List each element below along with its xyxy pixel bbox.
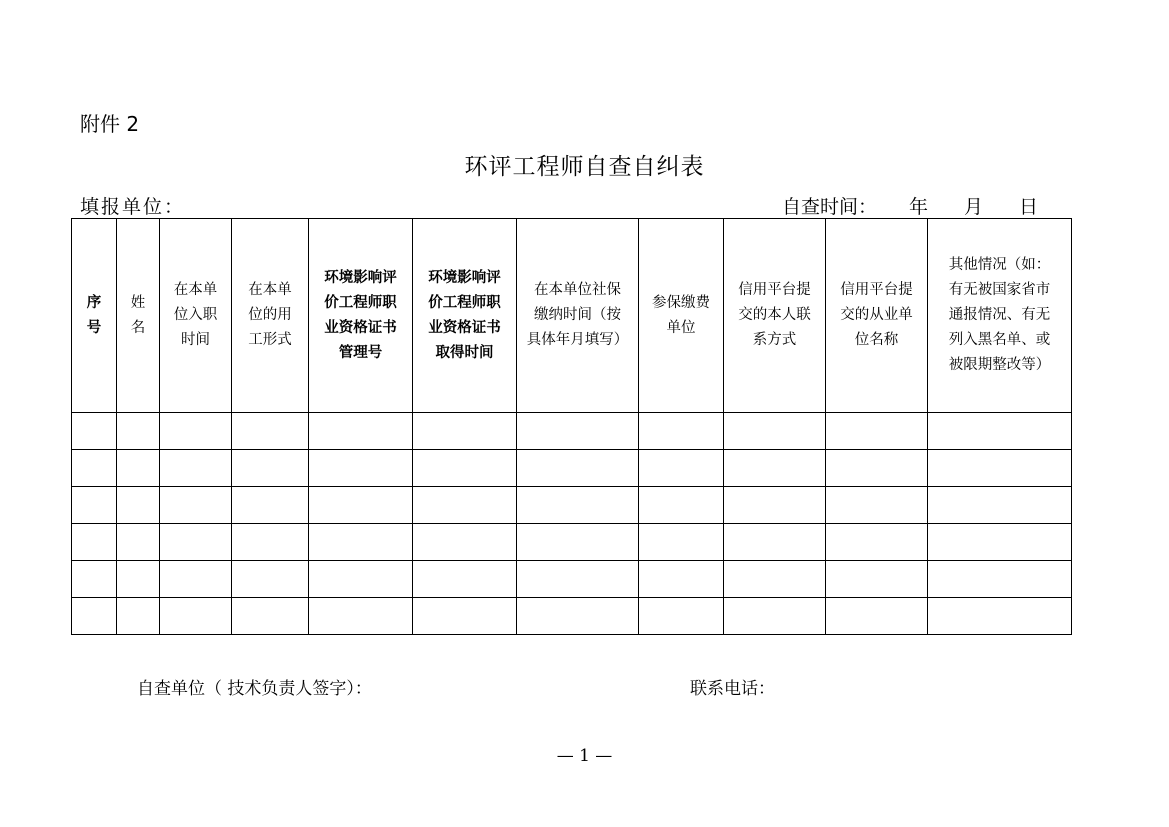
phone-label: 联系电话： bbox=[690, 679, 775, 699]
table-cell[interactable] bbox=[724, 413, 826, 450]
table-cell[interactable] bbox=[160, 487, 232, 524]
fill-unit-label: 填报单位： bbox=[80, 196, 186, 218]
table-cell[interactable] bbox=[72, 598, 117, 635]
table-cell[interactable] bbox=[117, 450, 160, 487]
table-cell[interactable] bbox=[160, 413, 232, 450]
table-cell[interactable] bbox=[724, 450, 826, 487]
table-cell[interactable] bbox=[826, 598, 928, 635]
table-header-row bbox=[72, 219, 1072, 413]
header-cell: 姓 名 bbox=[117, 219, 160, 413]
table-cell[interactable] bbox=[413, 413, 517, 450]
table-cell[interactable] bbox=[309, 487, 413, 524]
table-cell[interactable] bbox=[232, 487, 309, 524]
table-cell[interactable] bbox=[309, 598, 413, 635]
table-body bbox=[72, 413, 1072, 635]
table-cell[interactable] bbox=[639, 598, 724, 635]
header-cell: 其他情况（如： 有无被国家省市 通报情况、有无 列入黑名单、或 被限期整改等） bbox=[928, 219, 1072, 413]
table-cell[interactable] bbox=[928, 524, 1072, 561]
table-cell[interactable] bbox=[826, 524, 928, 561]
header-cell: 序 号 bbox=[72, 219, 117, 413]
table-cell[interactable] bbox=[517, 524, 639, 561]
table-row bbox=[72, 598, 1072, 635]
table-cell[interactable] bbox=[72, 487, 117, 524]
table-cell[interactable] bbox=[826, 450, 928, 487]
table-cell[interactable] bbox=[639, 413, 724, 450]
table-cell[interactable] bbox=[232, 450, 309, 487]
table-cell[interactable] bbox=[826, 561, 928, 598]
document-title: 环评工程师自查自纠表 bbox=[464, 154, 705, 180]
header-cell: 环境影响评 价工程师职 业资格证书 管理号 bbox=[309, 219, 413, 413]
date-day: 日 bbox=[1019, 196, 1039, 218]
table-cell[interactable] bbox=[639, 487, 724, 524]
table-row bbox=[72, 450, 1072, 487]
table-cell[interactable] bbox=[413, 524, 517, 561]
table-cell[interactable] bbox=[72, 561, 117, 598]
attachment-label: 附件 2 bbox=[80, 112, 140, 136]
table-cell[interactable] bbox=[724, 561, 826, 598]
table-cell[interactable] bbox=[232, 561, 309, 598]
table-row bbox=[72, 487, 1072, 524]
header-cell: 信用平台提 交的本人联 系方式 bbox=[724, 219, 826, 413]
table-cell[interactable] bbox=[309, 561, 413, 598]
table-cell[interactable] bbox=[309, 450, 413, 487]
header-cell: 在本单 位的用 工形式 bbox=[232, 219, 309, 413]
table-cell[interactable] bbox=[232, 598, 309, 635]
table-cell[interactable] bbox=[724, 487, 826, 524]
table-cell[interactable] bbox=[160, 450, 232, 487]
table-cell[interactable] bbox=[517, 413, 639, 450]
table-cell[interactable] bbox=[160, 561, 232, 598]
check-date-text: 自查时间： bbox=[782, 196, 878, 218]
table-cell[interactable] bbox=[413, 450, 517, 487]
table-cell[interactable] bbox=[724, 598, 826, 635]
table-cell[interactable] bbox=[517, 561, 639, 598]
table-cell[interactable] bbox=[160, 524, 232, 561]
table-cell[interactable] bbox=[724, 524, 826, 561]
table-cell[interactable] bbox=[639, 450, 724, 487]
table-cell[interactable] bbox=[413, 598, 517, 635]
date-month: 月 bbox=[964, 196, 984, 218]
table-cell[interactable] bbox=[928, 561, 1072, 598]
table-cell[interactable] bbox=[928, 487, 1072, 524]
table-cell[interactable] bbox=[928, 450, 1072, 487]
check-date-label bbox=[782, 192, 1038, 219]
header-cell: 信用平台提 交的从业单 位名称 bbox=[826, 219, 928, 413]
table-cell[interactable] bbox=[309, 524, 413, 561]
table-cell[interactable] bbox=[928, 598, 1072, 635]
table-cell[interactable] bbox=[232, 524, 309, 561]
header-cell: 环境影响评 价工程师职 业资格证书 取得时间 bbox=[413, 219, 517, 413]
table-cell[interactable] bbox=[117, 524, 160, 561]
table-cell[interactable] bbox=[117, 487, 160, 524]
table-cell[interactable] bbox=[309, 413, 413, 450]
table-cell[interactable] bbox=[517, 487, 639, 524]
table-cell[interactable] bbox=[413, 487, 517, 524]
table-cell[interactable] bbox=[72, 450, 117, 487]
table-cell[interactable] bbox=[928, 413, 1072, 450]
header-cell: 在本单 位入职 时间 bbox=[160, 219, 232, 413]
table-cell[interactable] bbox=[639, 524, 724, 561]
table-cell[interactable] bbox=[413, 561, 517, 598]
table-row bbox=[72, 413, 1072, 450]
table-cell[interactable] bbox=[517, 598, 639, 635]
table-cell[interactable] bbox=[72, 413, 117, 450]
table-cell[interactable] bbox=[72, 524, 117, 561]
signature-label: 自查单位（ 技术负责人签字）： bbox=[137, 679, 372, 699]
table-cell[interactable] bbox=[517, 450, 639, 487]
table-cell[interactable] bbox=[232, 413, 309, 450]
table-cell[interactable] bbox=[117, 561, 160, 598]
table-cell[interactable] bbox=[117, 598, 160, 635]
self-check-table bbox=[71, 218, 1072, 635]
table-cell[interactable] bbox=[160, 598, 232, 635]
header-cell: 在本单位社保 缴纳时间（按 具体年月填写） bbox=[517, 219, 639, 413]
page-number: — 1 — bbox=[556, 746, 613, 766]
table-cell[interactable] bbox=[639, 561, 724, 598]
table-row bbox=[72, 524, 1072, 561]
table-cell[interactable] bbox=[117, 413, 160, 450]
date-year: 年 bbox=[909, 196, 929, 218]
header-cell: 参保缴费 单位 bbox=[639, 219, 724, 413]
table-cell[interactable] bbox=[826, 413, 928, 450]
table-cell[interactable] bbox=[826, 487, 928, 524]
table-row bbox=[72, 561, 1072, 598]
